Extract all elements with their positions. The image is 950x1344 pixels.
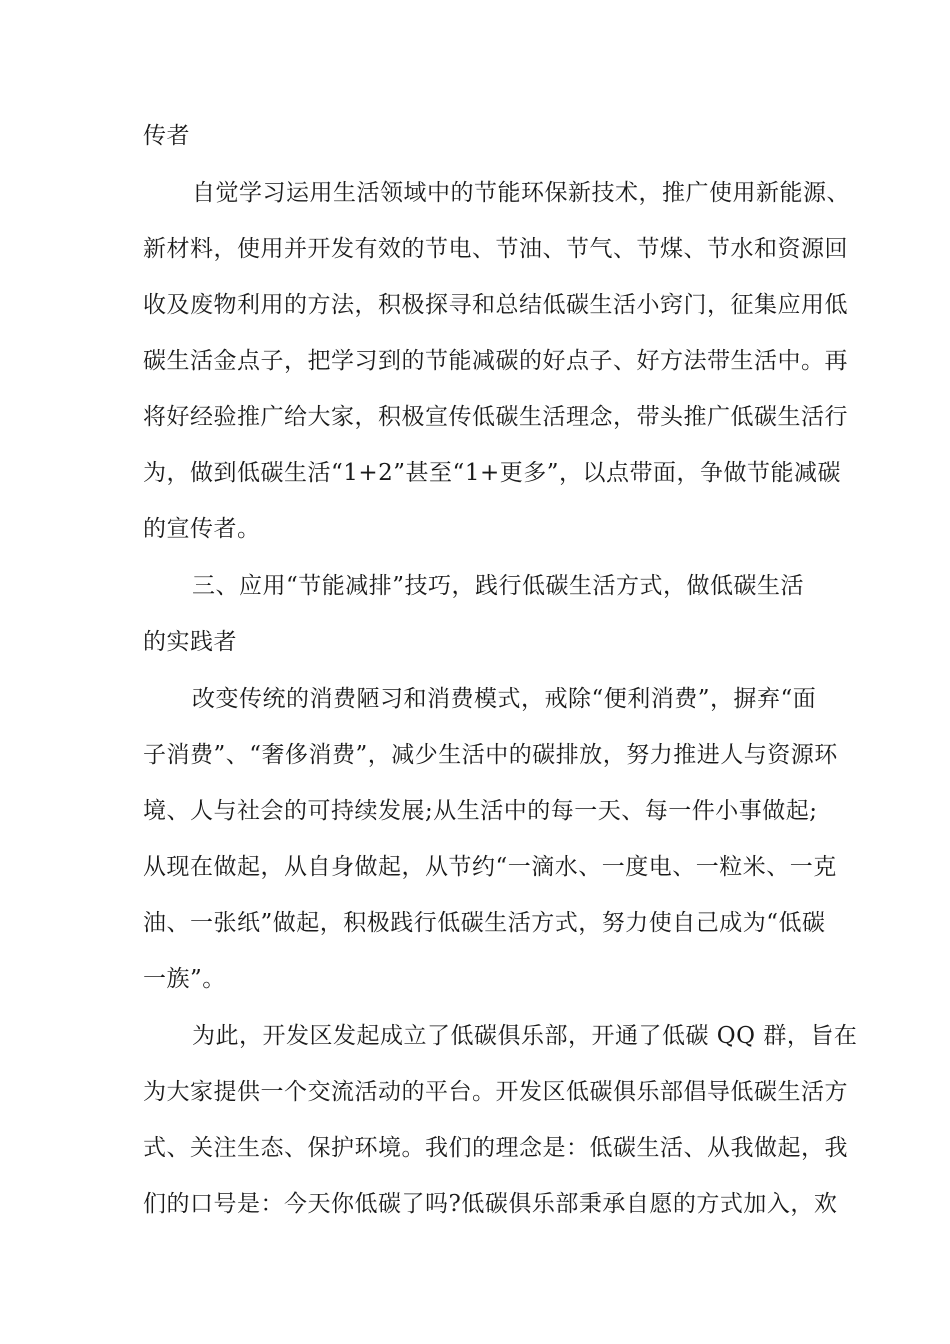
text-line: 碳生活金点子，把学习到的节能减碳的好点子、好方法带生活中。再 (143, 348, 848, 374)
text-line: 传者 (143, 123, 190, 149)
text-line: 子消费”、“奢侈消费”，减少生活中的碳排放，努力推进人与资源环 (143, 742, 838, 768)
text-line: 新材料，使用并开发有效的节电、节油、节气、节煤、节水和资源回 (143, 236, 848, 262)
text-line: 为，做到低碳生活“1+2”甚至“1+更多”，以点带面，争做节能减碳 (143, 460, 841, 486)
text-line: 从现在做起，从自身做起，从节约“一滴水、一度电、一粒米、一克 (143, 854, 837, 880)
text-line: 自觉学习运用生活领域中的节能环保新技术，推广使用新能源、 (192, 180, 850, 206)
text-line: 的宣传者。 (143, 516, 261, 542)
text-line: 收及废物利用的方法，积极探寻和总结低碳生活小窍门，征集应用低 (143, 292, 848, 318)
text-line: 改变传统的消费陋习和消费模式，戒除“便利消费”，摒弃“面 (192, 686, 817, 712)
text-line: 式、关注生态、保护环境。我们的理念是：低碳生活、从我做起，我 (143, 1135, 848, 1161)
text-line: 油、一张纸”做起，积极践行低碳生活方式，努力使自己成为“低碳 (143, 910, 826, 936)
text-line: 为大家提供一个交流活动的平台。开发区低碳俱乐部倡导低碳生活方 (143, 1079, 848, 1105)
text-line: 为此，开发区发起成立了低碳俱乐部，开通了低碳 QQ 群，旨在 (192, 1023, 858, 1049)
section-heading-line: 三、应用“节能减排”技巧，践行低碳生活方式，做低碳生活 (192, 573, 805, 599)
text-line: 们的口号是：今天你低碳了吗?低碳俱乐部秉承自愿的方式加入，欢 (143, 1191, 838, 1217)
text-line: 一族”。 (143, 966, 226, 992)
text-line: 将好经验推广给大家，积极宣传低碳生活理念，带头推广低碳生活行 (143, 404, 848, 430)
section-heading-line: 的实践者 (143, 629, 237, 655)
text-line: 境、人与社会的可持续发展;从生活中的每一天、每一件小事做起; (143, 798, 818, 824)
